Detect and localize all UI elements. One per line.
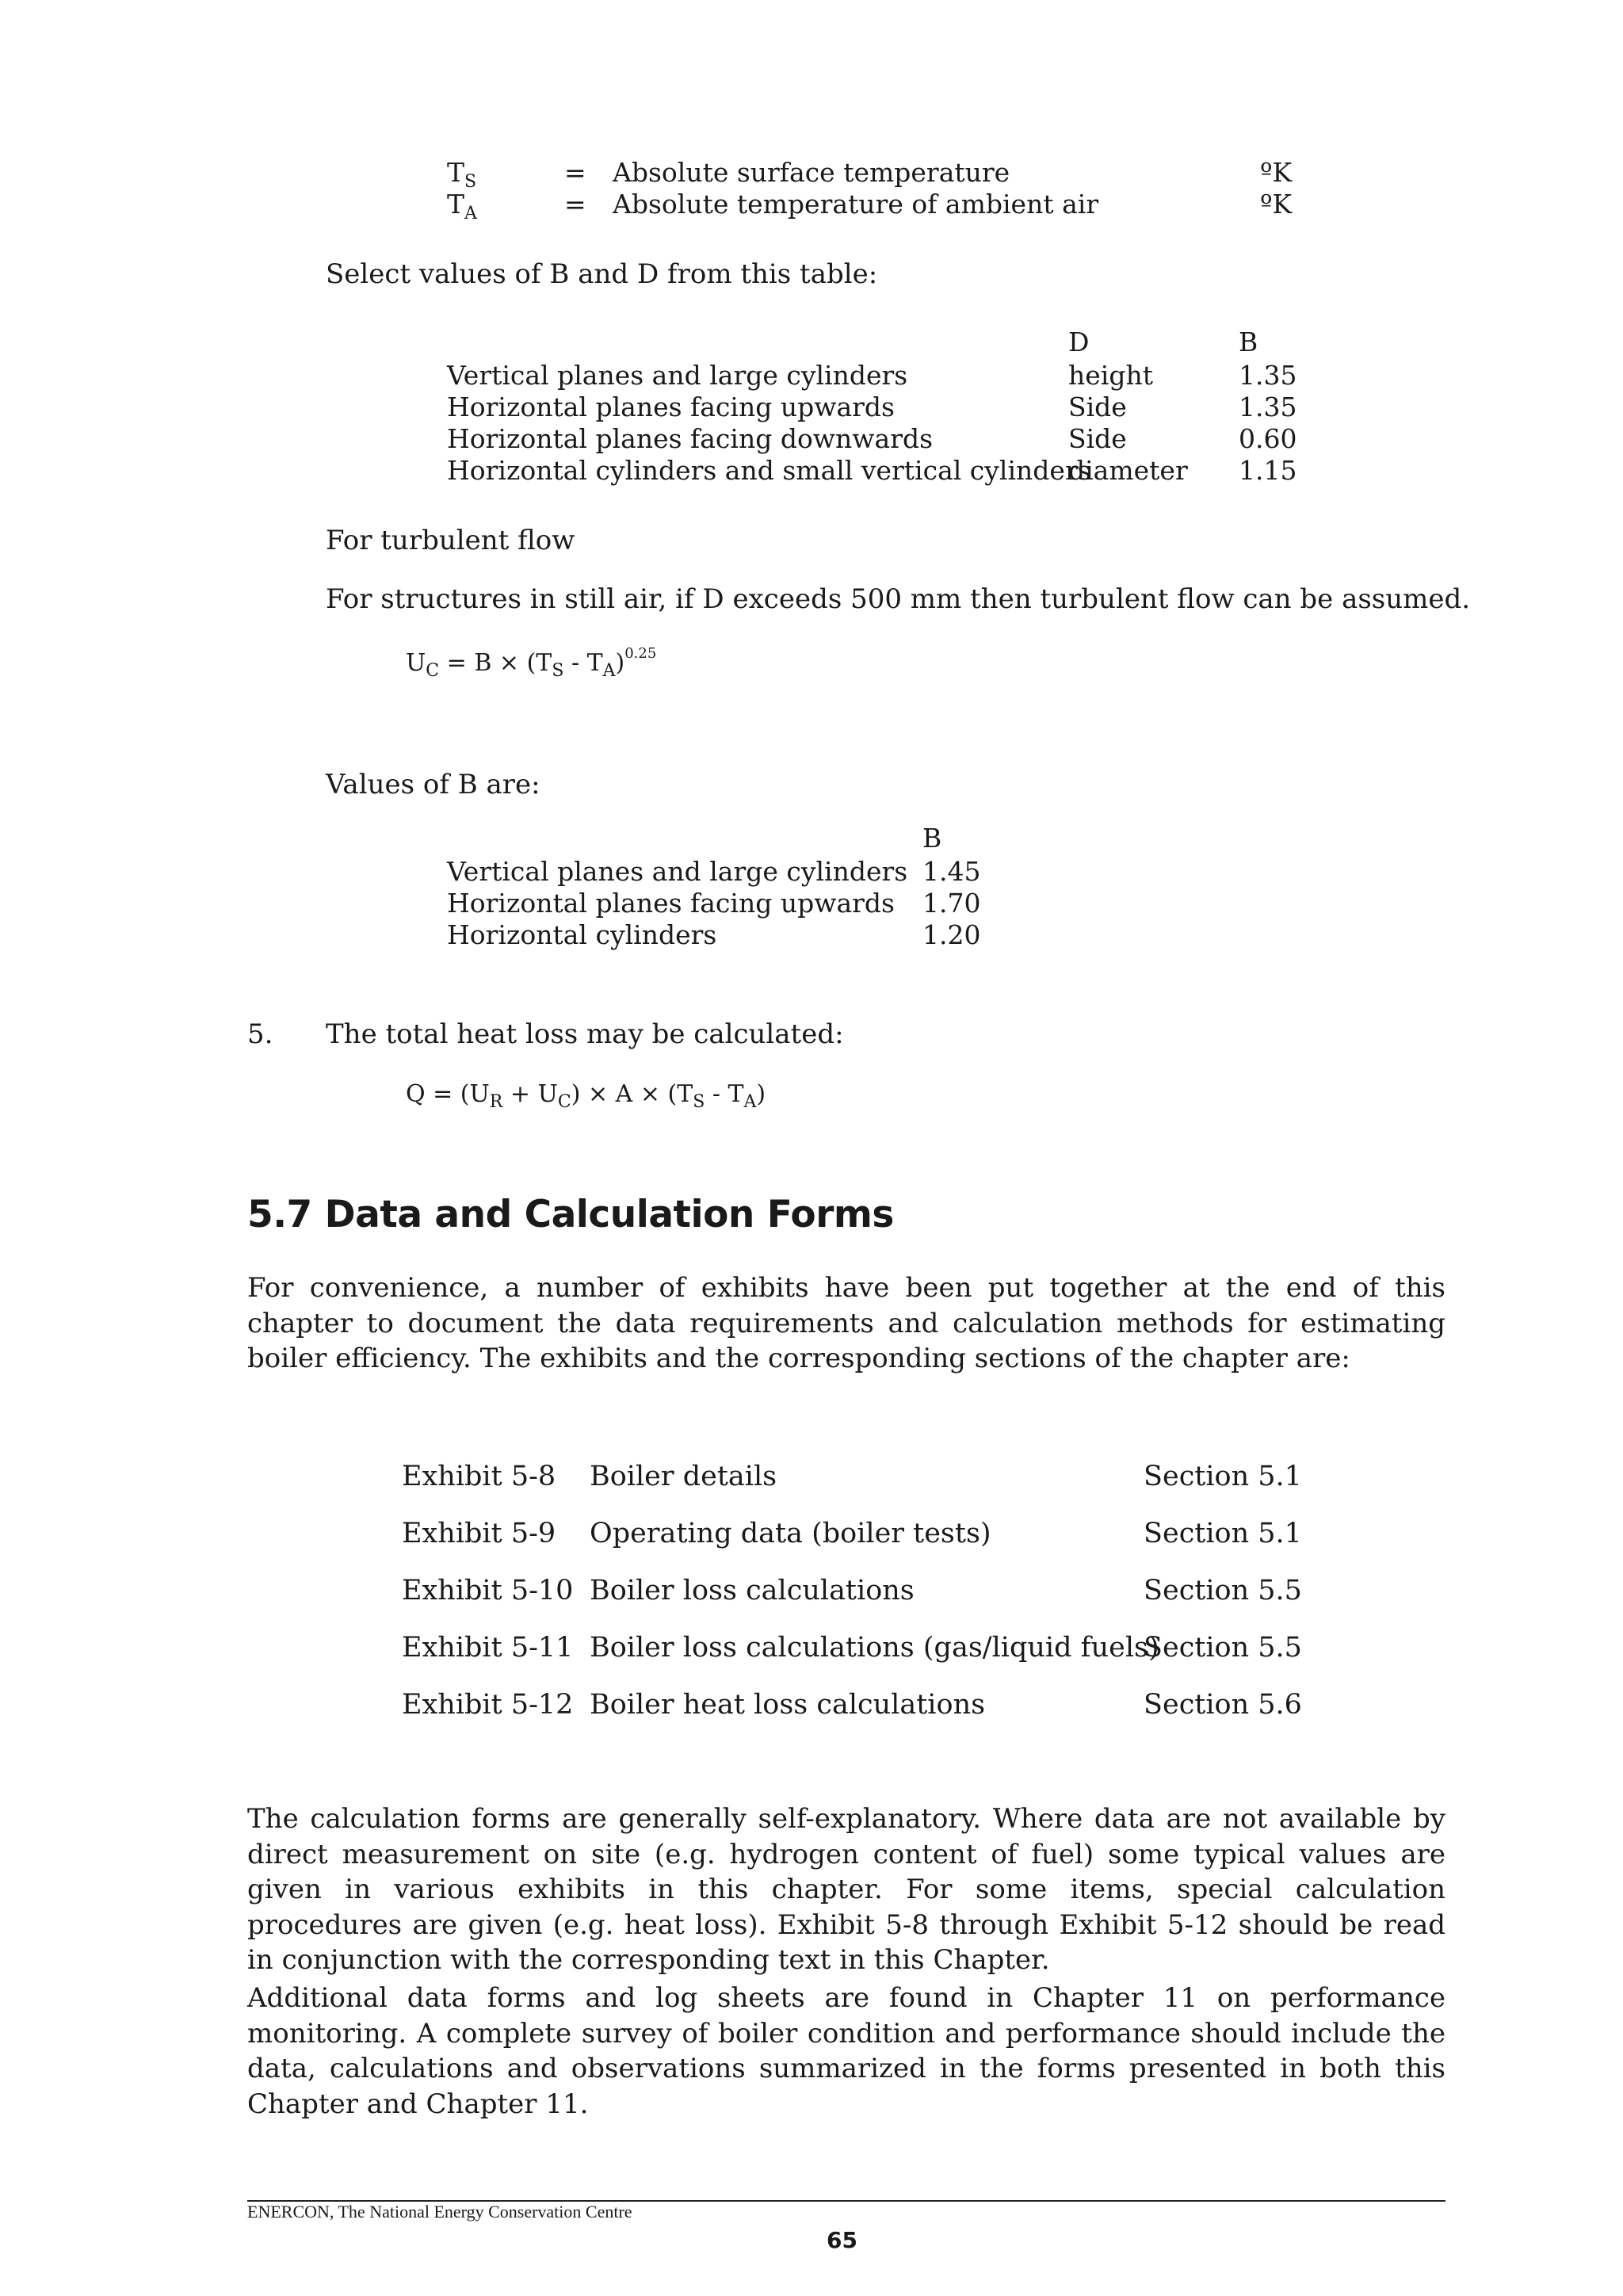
values-of-b-text: Values of B are:: [326, 769, 540, 800]
step-text: The total heat loss may be calculated:: [326, 1018, 844, 1050]
exhibit-id: Exhibit 5-10: [402, 1575, 574, 1606]
select-values-text: Select values of B and D from this table:: [326, 258, 878, 290]
table-row-d: Side: [1068, 392, 1127, 422]
formula-uc: $U_C = B \times (T_S - T_A)^{0.25}$: [406, 645, 657, 681]
table-row-label: Vertical planes and large cylinders: [447, 856, 908, 887]
definition-equals: =: [564, 157, 586, 188]
definition-unit: ºK: [1260, 189, 1293, 220]
table-row-label: Horizontal planes facing downwards: [447, 423, 934, 454]
definition-description: Absolute surface temperature: [613, 157, 1010, 188]
table-row-label: Horizontal planes facing upwards: [447, 888, 895, 919]
table-row-d: diameter: [1068, 455, 1188, 486]
table-header-b: B: [922, 823, 942, 854]
exhibit-id: Exhibit 5-11: [402, 1632, 574, 1664]
section-heading: 5.7 Data and Calculation Forms: [247, 1193, 894, 1236]
exhibit-section: Section 5.5: [1144, 1632, 1302, 1664]
table-row-b: 1.45: [922, 856, 981, 887]
table-header-b: B: [1239, 327, 1258, 357]
definition-equals: =: [564, 189, 586, 220]
table-row-label: Horizontal planes facing upwards: [447, 392, 895, 422]
exhibit-section: Section 5.6: [1144, 1689, 1302, 1721]
exhibit-description: Operating data (boiler tests): [590, 1518, 991, 1549]
table-row-label: Vertical planes and large cylinders: [447, 360, 908, 391]
exhibit-section: Section 5.1: [1144, 1461, 1302, 1492]
definition-symbol-ta: $T_A$: [447, 189, 477, 223]
exhibit-description: Boiler heat loss calculations: [590, 1689, 986, 1721]
intro-paragraph: For convenience, a number of exhibits have been put together at the end of this chapter to document the data requirements and calculation methods for estimating boiler efficiency. The exhibits and the corresponding sections of the chapter are:: [247, 1272, 1445, 1374]
exhibit-section: Section 5.5: [1144, 1575, 1302, 1606]
closing-paragraph-1: The calculation forms are generally self-explanatory. Where data are not available by direct measurement on site (e.g. hydrogen content of fuel) some typical values are given in various exhibits in this chapter. For some items, special calculation procedures are given (e.g. heat loss). Exhibit 5-8 through Exhibit 5-12 should be read in conjunction with the corresponding text in this Chapter.: [247, 1803, 1445, 1976]
exhibit-id: Exhibit 5-12: [402, 1689, 574, 1721]
table-row-b: 1.20: [922, 919, 981, 950]
exhibit-id: Exhibit 5-8: [402, 1461, 556, 1492]
closing-paragraph-2: Additional data forms and log sheets are found in Chapter 11 on performance monitoring. A complete survey of boiler condition and performance should include the data, calculations and observations summarized in the forms presented in both this Chapter and Chapter 11.: [247, 1982, 1445, 2120]
table-row-b: 1.35: [1239, 360, 1297, 391]
table-row-b: 1.35: [1239, 392, 1297, 422]
turbulent-flow-text: For structures in still air, if D exceeds 500 mm then turbulent flow can be assumed.: [326, 583, 1471, 615]
exhibit-section: Section 5.1: [1144, 1518, 1302, 1549]
definition-description: Absolute temperature of ambient air: [613, 189, 1099, 220]
table-row-label: Horizontal cylinders and small vertical cylinders: [447, 455, 1091, 486]
formula-q: $Q = (U_R + U_C) \times A \times (T_S - T_A)$: [406, 1080, 766, 1112]
table-row-label: Horizontal cylinders: [447, 919, 717, 950]
table-header-d: D: [1068, 327, 1090, 357]
turbulent-flow-heading: For turbulent flow: [326, 525, 575, 556]
definition-unit: ºK: [1260, 157, 1293, 188]
page-number: 65: [827, 2227, 857, 2253]
definition-symbol-ts: $T_S$: [447, 157, 477, 192]
table-row-d: Side: [1068, 423, 1127, 454]
footer-organization: ENERCON, The National Energy Conservation Centre: [247, 2202, 632, 2222]
table-row-b: 1.70: [922, 888, 981, 919]
exhibit-id: Exhibit 5-9: [402, 1518, 556, 1549]
exhibit-description: Boiler loss calculations: [590, 1575, 915, 1606]
table-row-b: 1.15: [1239, 455, 1297, 486]
table-row-b: 0.60: [1239, 423, 1297, 454]
table-row-d: height: [1068, 360, 1153, 391]
step-number: 5.: [247, 1018, 273, 1050]
exhibit-description: Boiler details: [590, 1461, 777, 1492]
exhibit-description: Boiler loss calculations (gas/liquid fuels): [590, 1632, 1159, 1664]
